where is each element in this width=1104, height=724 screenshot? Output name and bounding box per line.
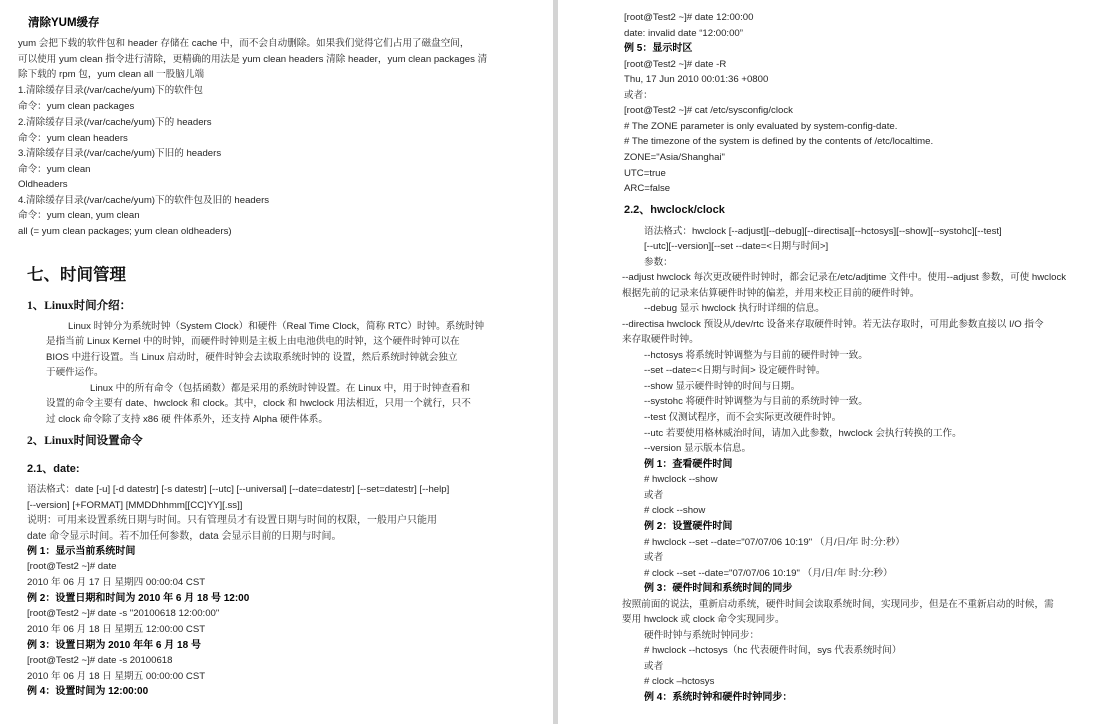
example-line: # clock --set --date="07/07/06 10:19" （月/日/年 时:分:秒）	[644, 568, 893, 579]
yum-para-line: yum 会把下载的软件包和 header 存储在 cache 中，而不会自动删除。如果我们觉得它们占用了磁盘空间，	[18, 38, 470, 49]
yum-step: 2.清除缓存目录(/var/cache/yum)下的 headers	[18, 117, 212, 128]
example-line: 或者	[644, 490, 664, 501]
example-title: 例 4：设置时间为 12:00:00	[27, 686, 149, 697]
example-line: # clock --show	[644, 505, 706, 516]
yum-step: 4.清除缓存目录(/var/cache/yum)下的软件包及旧的 headers	[18, 195, 270, 206]
yum-step: 命令：yum clean, yum clean	[18, 210, 140, 221]
hw-param: --systohc 将硬件时钟调整为与目前的系统时钟一致。	[644, 396, 868, 407]
example-line: [root@Test2 ~]# date -s "20100618 12:00:00"	[27, 608, 220, 619]
hw-syntax-line: 语法格式：hwclock [--adjust][--debug][--directisa][--hctosys][--show][--systohc][--test]	[644, 226, 1002, 237]
example-line: # The timezone of the system is defined by the contents of /etc/localtime.	[624, 136, 934, 147]
example-line: [root@Test2 ~]# date	[27, 561, 117, 572]
example-line: 2010 年 06 月 18 日 星期五 00:00:00 CST	[27, 671, 206, 682]
example-line: 2010 年 06 月 18 日 星期五 12:00:00 CST	[27, 624, 206, 635]
example-line: UTC=true	[624, 168, 666, 179]
hw-syntax-line: 参数：	[644, 257, 673, 268]
date-syntax-line: 语法格式：date [-u] [-d datestr] [-s datestr] [--utc] [--universal] [--date=datestr] [--set=datestr] [--help]	[27, 484, 450, 495]
hw-param: --show 显示硬件时钟的时间与日期。	[644, 381, 801, 392]
yum-step: 命令：yum clean headers	[18, 133, 128, 144]
example-line: ARC=false	[624, 183, 671, 194]
date-syntax-line: [--version] [+FORMAT] [MMDDhhmm[[CC]YY][.ss]]	[27, 500, 243, 511]
intro-para-line: Linux 中的所有命令（包括函数）都是采用的系统时钟设置。在 Linux 中，用于时钟查看和	[90, 383, 471, 394]
example-title: 例 3：设置日期为 2010 年年 6 月 18 号	[27, 640, 201, 651]
example-title: 例 1：查看硬件时间	[644, 459, 733, 470]
example-line: Thu, 17 Jun 2010 00:01:36 +0800	[624, 74, 769, 85]
section-title: 七、时间管理	[27, 266, 126, 284]
hw-param: --utc 若要使用格林威治时间，请加入此参数，hwclock 会执行转换的工作。	[644, 428, 962, 439]
yum-heading: 清除YUM缓存	[28, 17, 100, 29]
example-line: 或者	[644, 661, 664, 672]
hw-param: --set --date=<日期与时间> 设定硬件时钟。	[644, 365, 826, 376]
yum-step: 命令：yum clean	[18, 164, 91, 175]
example-title: 例 3：硬件时间和系统时间的同步	[644, 583, 793, 594]
intro-para-line: 设置的命令主要有 date、hwclock 和 clock。其中，clock 和 hwclock 用法相近，只用一个就行，只不	[46, 398, 471, 409]
hw-param: 来存取硬件时钟。	[622, 334, 699, 345]
hw-syntax-line: [--utc][--version][--set --date=<日期与时间>]	[644, 241, 829, 252]
example-line: [root@Test2 ~]# date -R	[624, 59, 727, 70]
yum-step: all (= yum clean packages; yum clean oldheaders)	[18, 226, 232, 237]
date-desc-line: date 命令显示时间。若不加任何参数，data 会显示目前的日期与时间。	[27, 531, 342, 542]
example-line: [root@Test2 ~]# cat /etc/sysconfig/clock	[624, 105, 793, 116]
example-line: # hwclock --set --date="07/07/06 10:19" （月/日/年 时:分:秒）	[644, 537, 905, 548]
intro-para-line: 于硬件运作。	[46, 367, 104, 378]
document-page-right	[558, 0, 1104, 724]
yum-step: 命令：yum clean packages	[18, 101, 135, 112]
subsection-title: 2.2、hwclock/clock	[624, 204, 725, 216]
example-line: # clock –hctosys	[644, 676, 715, 687]
subsection-title: 2、Linux时间设置命令	[27, 435, 143, 447]
yum-step: 3.清除缓存目录(/var/cache/yum)下旧的 headers	[18, 148, 222, 159]
example-title: 例 2：设置日期和时间为 2010 年 6 月 18 号 12:00	[27, 593, 250, 604]
hw-param: --debug 显示 hwclock 执行时详细的信息。	[644, 303, 825, 314]
subsection-title: 1、Linux时间介绍：	[27, 300, 132, 312]
hw-param: --directisa hwclock 预设从/dev/rtc 设备来存取硬件时钟。若无法存取时，可用此参数直接以 I/O 指令	[622, 319, 1044, 330]
example-line: [root@Test2 ~]# date -s 20100618	[27, 655, 173, 666]
yum-para-line: 可以使用 yum clean 指令进行清除，更精确的用法是 yum clean headers 清除 header，yum clean packages 清	[18, 54, 488, 65]
command-line: [root@Test2 ~]# date 12:00:00	[624, 12, 754, 23]
hw-param: 根据先前的记录来估算硬件时钟的偏差，并用来校正目前的硬件时钟。	[622, 288, 920, 299]
example-line: # The ZONE parameter is only evaluated by system-config-date.	[624, 121, 898, 132]
yum-step: 1.清除缓存目录(/var/cache/yum)下的软件包	[18, 85, 203, 96]
example-title: 例 1：显示当前系统时间	[27, 546, 136, 557]
example-line: 或者：	[624, 90, 653, 101]
example-title: 例 2：设置硬件时间	[644, 521, 733, 532]
ex3-para-line: 按照前面的说法，重新启动系统，硬件时间会读取系统时间，实现同步，但是在不重新启动的时候，需	[622, 599, 1054, 610]
hw-param: --hctosys 将系统时钟调整为与目前的硬件时钟一致。	[644, 350, 868, 361]
intro-para-line: Linux 时钟分为系统时钟（System Clock）和硬件（Real Time Clock，简称 RTC）时钟。系统时钟	[68, 321, 485, 332]
intro-para-line: 过 clock 命令除了支持 x86 硬 件体系外，还支持 Alpha 硬件体系。	[46, 414, 328, 425]
example-line: ZONE="Asia/Shanghai"	[624, 152, 725, 163]
yum-para-line: 除下载的 rpm 包，yum clean all 一股脑儿端	[18, 69, 205, 80]
hw-param: --test 仅测试程序，而不会实际更改硬件时钟。	[644, 412, 842, 423]
yum-step: Oldheaders	[18, 179, 68, 190]
hw-param: --adjust hwclock 每次更改硬件时钟时，都会记录在/etc/adjtime 文件中。使用--adjust 参数，可使 hwclock	[622, 272, 1067, 283]
ex3-para-line: 要用 hwclock 或 clock 命令实现同步。	[622, 614, 785, 625]
example-title: 例 5：显示时区	[624, 43, 693, 54]
intro-para-line: 是指当前 Linux Kernel 中的时钟，而硬件时钟则是主板上由电池供电的时钟，这个硬件时钟可以在	[46, 336, 460, 347]
example-line: 或者	[644, 552, 664, 563]
example-title: 例 4：系统时钟和硬件时钟同步：	[644, 692, 793, 703]
intro-para-line: BIOS 中进行设置。当 Linux 启动时，硬件时钟会去读取系统时钟的 设置，然后系统时钟就会独立	[46, 352, 458, 363]
hw-param: --version 显示版本信息。	[644, 443, 752, 454]
subsection-title: 2.1、date:	[27, 463, 80, 475]
command-output: date: invalid date “12:00:00”	[624, 28, 743, 39]
date-desc-line: 说明：可用来设置系统日期与时间。只有管理员才有设置日期与时间的权限，一般用户只能用	[27, 515, 437, 526]
example-line: # hwclock --show	[644, 474, 718, 485]
example-line: 硬件时钟与系统时钟同步：	[644, 630, 760, 641]
example-line: # hwclock --hctosys（hc 代表硬件时间，sys 代表系统时间）	[644, 645, 902, 656]
example-line: 2010 年 06 月 17 日 星期四 00:00:04 CST	[27, 577, 206, 588]
